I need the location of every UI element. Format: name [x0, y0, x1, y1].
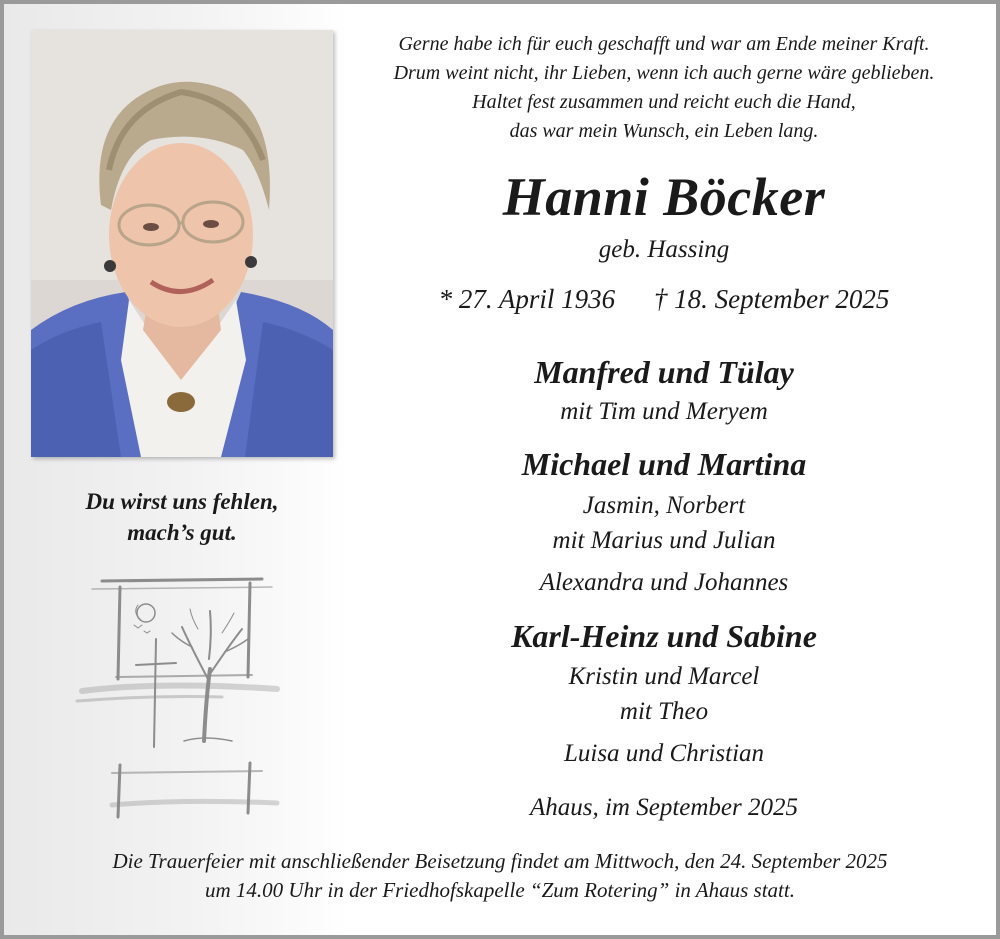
family-head: Michael und Martina — [521, 446, 807, 482]
poem — [344, 30, 984, 146]
life-dates — [344, 284, 984, 315]
farewell-quote — [31, 486, 333, 548]
death-date: † 18. September 2025 — [653, 284, 890, 314]
family-line: mit Marius und Julian — [552, 527, 776, 554]
place-date: Ahaus, im September 2025 — [529, 794, 799, 821]
family-head: Karl-Heinz und Sabine — [511, 618, 817, 654]
poem-line: Haltet fest zusammen und reicht euch die Hand, — [472, 91, 856, 113]
deceased-name: Hanni Böcker — [502, 167, 826, 227]
family-line: Jasmin, Norbert — [582, 492, 746, 519]
poem-line: Gerne habe ich für euch geschafft und war am Ende meiner Kraft. — [398, 33, 930, 55]
poem-line: das war mein Wunsch, ein Leben lang. — [509, 120, 819, 142]
funeral-notice-line: Die Trauerfeier mit anschließender Beisetzung findet am Mittwoch, den 24. September 2025 — [112, 849, 888, 873]
birth-name: geb. Hassing — [598, 236, 730, 263]
family-line: Luisa und Christian — [563, 740, 765, 767]
poem-line: Drum weint nicht, ihr Lieben, wenn ich auch gerne wäre geblieben. — [393, 62, 935, 84]
window-tree-cross-sketch — [72, 569, 292, 833]
quote-line: Du wirst uns fehlen, — [85, 489, 279, 514]
quote-line: mach’s gut. — [127, 520, 237, 545]
birth-date: * 27. April 1936 — [438, 284, 616, 314]
funeral-notice-line: um 14.00 Uhr in der Friedhofskapelle “Zum Rotering” in Ahaus statt. — [205, 878, 795, 902]
funeral-notice — [4, 847, 996, 905]
family-line: mit Theo — [619, 698, 709, 725]
family-head: Manfred und Tülay — [534, 354, 794, 390]
family-line: mit Tim und Meryem — [560, 398, 768, 425]
family-line: Kristin und Marcel — [568, 663, 760, 690]
portrait-photo — [31, 30, 333, 457]
family-line: Alexandra und Johannes — [539, 569, 789, 596]
obituary-card — [4, 4, 996, 935]
